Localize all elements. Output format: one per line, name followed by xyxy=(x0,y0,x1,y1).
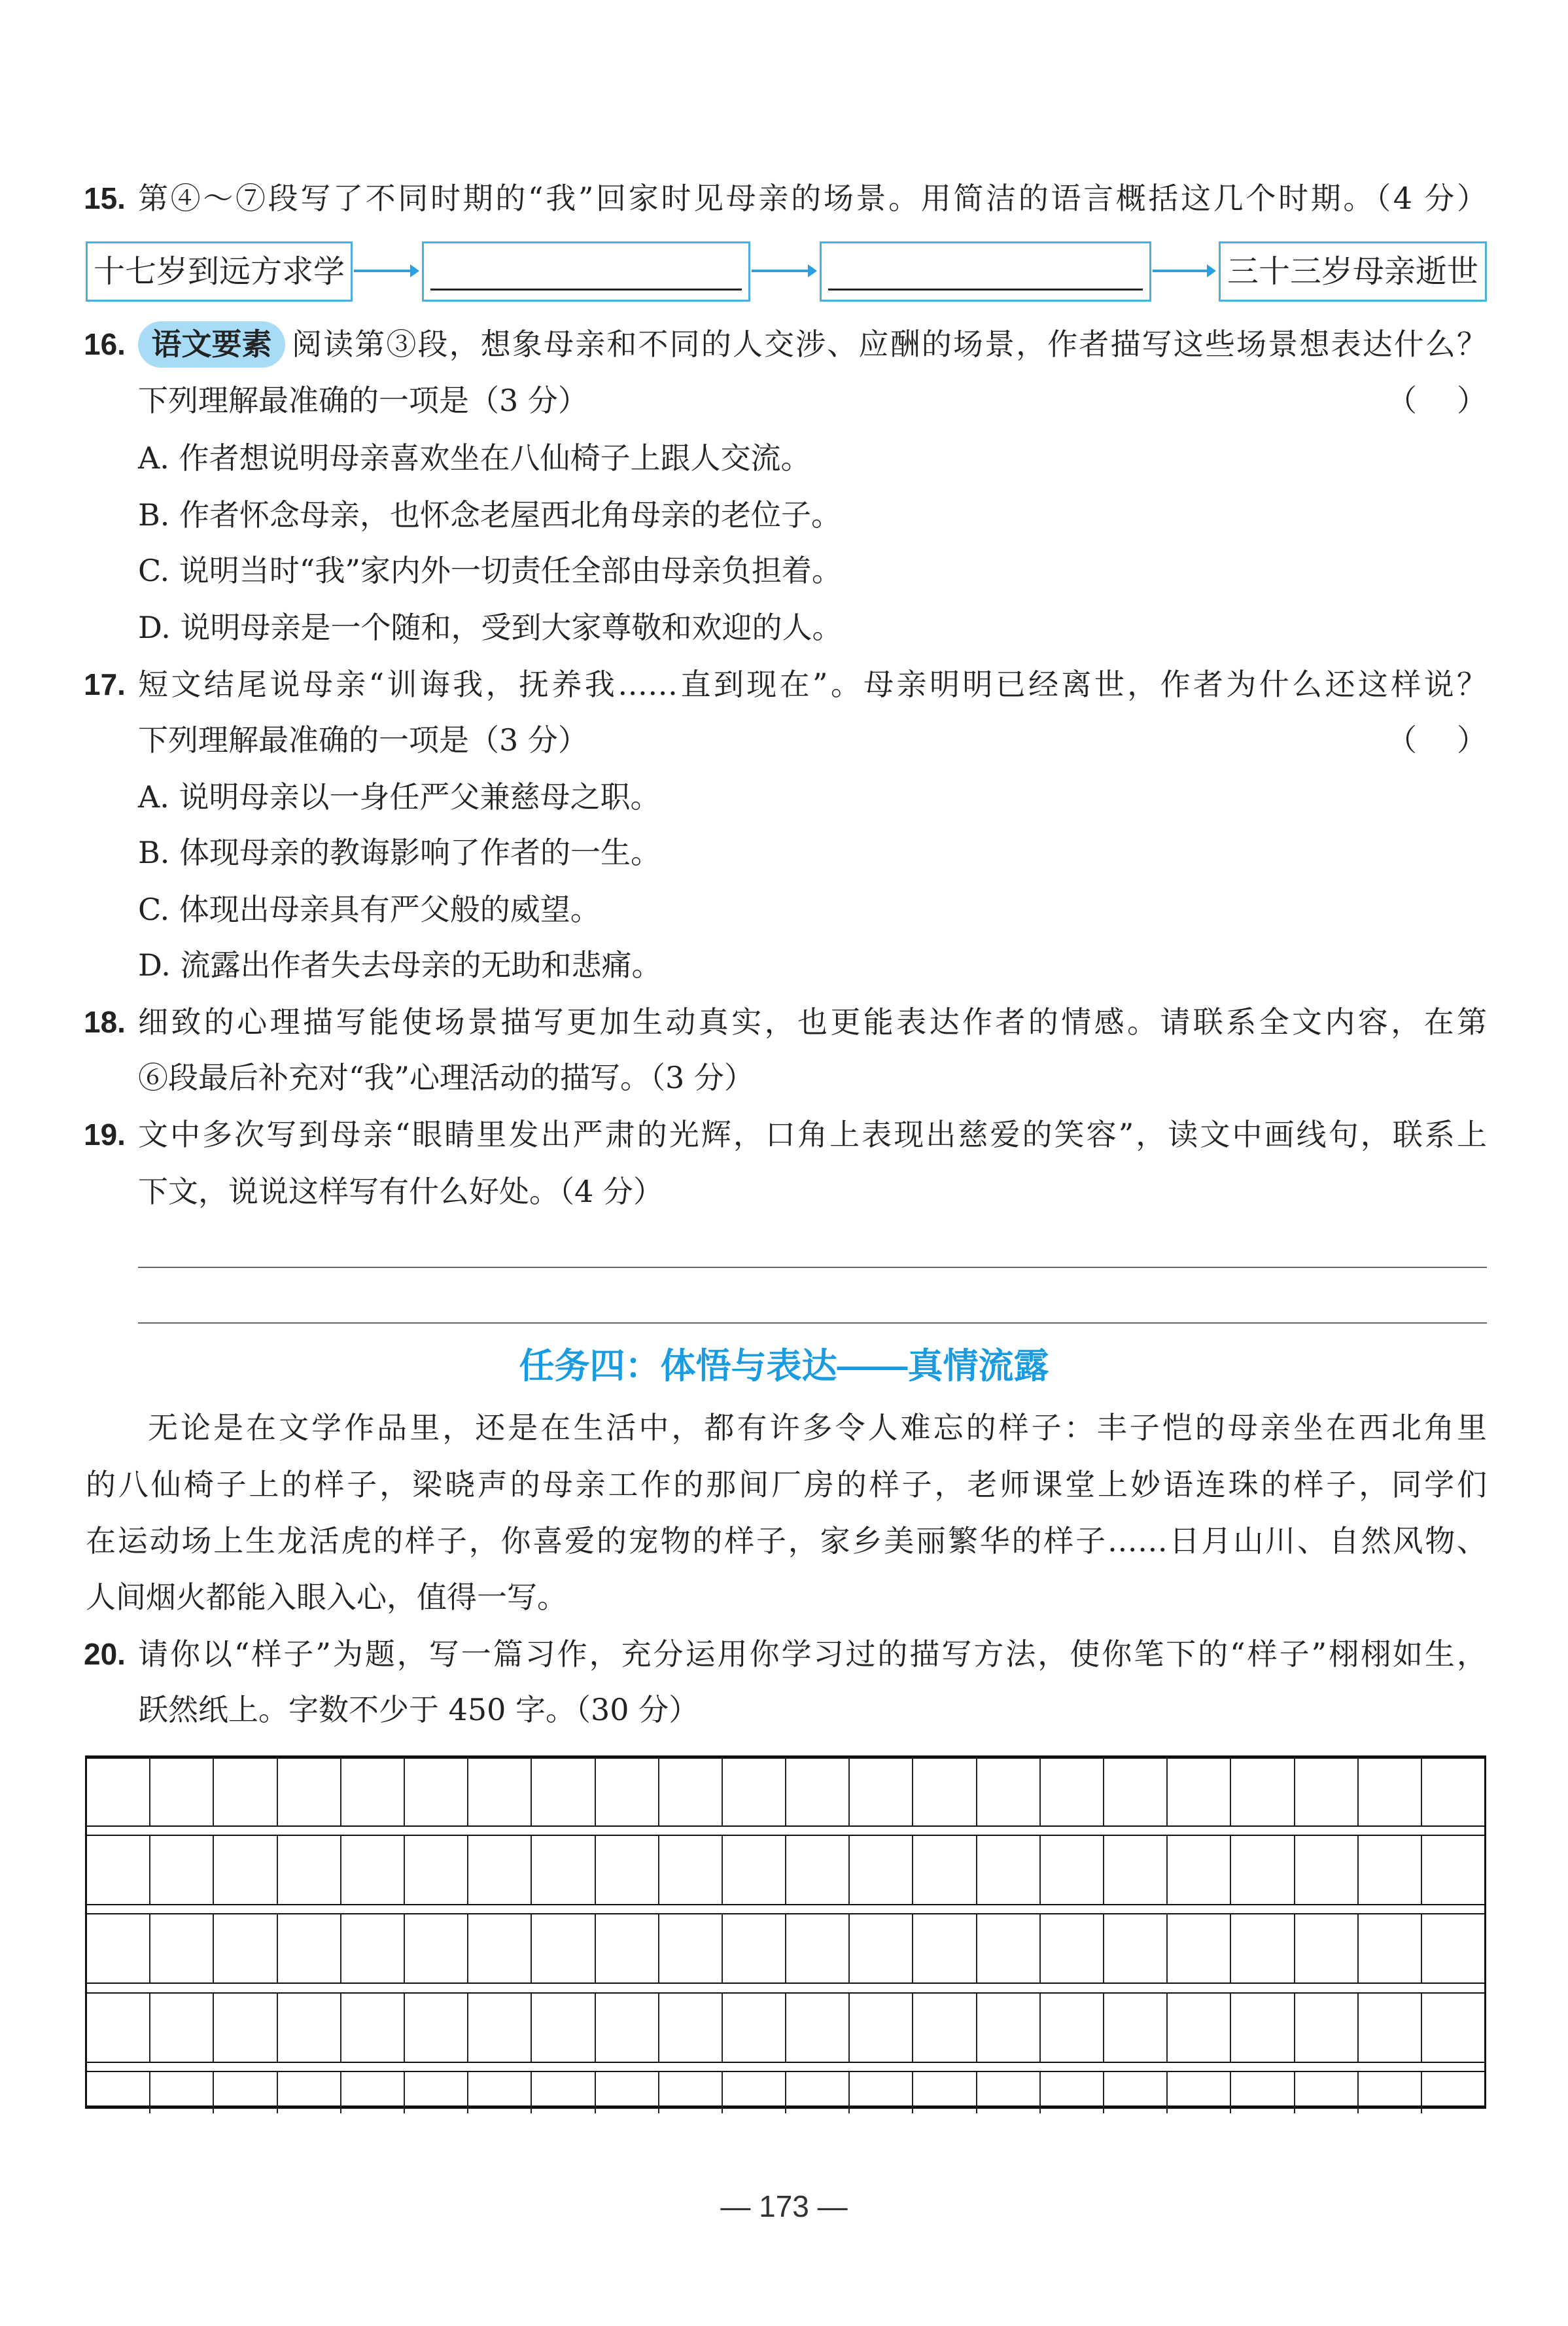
grid-cell[interactable] xyxy=(850,1757,913,1825)
grid-cell[interactable] xyxy=(150,1757,214,1825)
q17-option-d: D. 流露出作者失去母亲的无助和悲痛。 xyxy=(138,947,662,983)
grid-cell[interactable] xyxy=(1231,2072,1295,2113)
q18-prompt: 细致的心理描写能使场景描写更加生动真实，也更能表达作者的情感。请联系全文内容，在第 xyxy=(138,1004,1487,1040)
grid-cell[interactable] xyxy=(786,2072,850,2113)
grid-cell[interactable] xyxy=(723,1836,786,1904)
task-paragraph-line: 人间烟火都能入眼入心，值得一写。 xyxy=(86,1579,567,1615)
q17-option-c: C. 体现出母亲具有严父般的威望。 xyxy=(138,892,601,927)
q20-number: 20. xyxy=(84,1637,126,1671)
task-paragraph-line: 的八仙椅子上的样子，梁晓声的母亲工作的那间厂房的样子，老师课堂上妙语连珠的样子，同学们 xyxy=(86,1467,1487,1502)
grid-cell[interactable] xyxy=(1231,1914,1295,1982)
grid-cell[interactable] xyxy=(596,1836,659,1904)
grid-cell[interactable] xyxy=(341,1757,405,1825)
grid-cell[interactable] xyxy=(913,1757,977,1825)
q16-instruction: 下列理解最准确的一项是（3 分） xyxy=(138,383,588,418)
grid-cell[interactable] xyxy=(1041,1757,1104,1825)
grid-cell[interactable] xyxy=(723,1914,786,1982)
grid-cell[interactable] xyxy=(596,1757,659,1825)
q16-number: 16. xyxy=(84,327,126,361)
q16-option-a: A. 作者想说明母亲喜欢坐在八仙椅子上跟人交流。 xyxy=(138,440,811,476)
grid-cell[interactable] xyxy=(1231,1994,1295,2062)
q16-answer-paren[interactable] xyxy=(1387,381,1487,420)
grid-cell[interactable] xyxy=(1359,1994,1422,2062)
grid-cell[interactable] xyxy=(1104,1836,1168,1904)
paren-close: ） xyxy=(1457,722,1487,758)
grid-cell[interactable] xyxy=(214,1757,277,1825)
grid-cell[interactable] xyxy=(913,1914,977,1982)
q17-instruction: 下列理解最准确的一项是（3 分） xyxy=(138,722,588,758)
grid-cell[interactable] xyxy=(468,1994,532,2062)
grid-cell[interactable] xyxy=(214,1994,277,2062)
answer-line[interactable] xyxy=(138,1267,1487,1268)
q19-prompt: 文中多次写到母亲“眼睛里发出严肃的光辉，口角上表现出慈爱的笑容”，读文中画线句，联系上 xyxy=(138,1117,1487,1152)
grid-cell[interactable] xyxy=(1104,1994,1168,2062)
q20-prompt-cont: 跃然纸上。字数不少于 450 字。（30 分） xyxy=(138,1692,699,1727)
grid-row xyxy=(87,1757,1484,1827)
q17-option-a: A. 说明母亲以一身任严父兼慈母之职。 xyxy=(138,779,661,815)
grid-cell[interactable] xyxy=(278,1994,341,2062)
grid-cell[interactable] xyxy=(1231,1836,1295,1904)
grid-cell[interactable] xyxy=(278,1914,341,1982)
grid-cell[interactable] xyxy=(214,1914,277,1982)
q17-prompt: 短文结尾说母亲“训诲我，抚养我……直到现在”。母亲明明已经离世，作者为什么还这样说？ xyxy=(138,667,1487,702)
grid-cell[interactable] xyxy=(659,1994,723,2062)
paren-close: ） xyxy=(1457,383,1487,418)
grid-cell[interactable] xyxy=(1422,1757,1484,1825)
grid-cell[interactable] xyxy=(786,1914,850,1982)
q15-start-box: 十七岁到远方求学 xyxy=(86,241,353,302)
grid-cell[interactable] xyxy=(1295,1994,1359,2062)
q16-option-d: D. 说明母亲是一个随和，受到大家尊敬和欢迎的人。 xyxy=(138,610,843,645)
grid-cell[interactable] xyxy=(278,2072,341,2113)
grid-cell[interactable] xyxy=(977,1994,1041,2062)
grid-cell[interactable] xyxy=(405,2072,468,2113)
q16-option-b: B. 作者怀念母亲，也怀念老屋西北角母亲的老位子。 xyxy=(138,497,842,533)
grid-cell[interactable] xyxy=(596,1914,659,1982)
grid-cell[interactable] xyxy=(1422,1914,1484,1982)
grid-row xyxy=(87,1835,1484,1905)
grid-cell[interactable] xyxy=(87,1757,150,1825)
grid-cell[interactable] xyxy=(1104,1914,1168,1982)
grid-cell[interactable] xyxy=(1359,1757,1422,1825)
grid-cell[interactable] xyxy=(532,1914,595,1982)
grid-cell[interactable] xyxy=(1422,1994,1484,2062)
grid-cell[interactable] xyxy=(532,2072,595,2113)
q15-prompt: 第④～⑦段写了不同时期的“我”回家时见母亲的场景。用简洁的语言概括这几个时期。（4 分） xyxy=(138,181,1487,216)
grid-cell[interactable] xyxy=(405,1994,468,2062)
grid-cell[interactable] xyxy=(850,1914,913,1982)
grid-cell[interactable] xyxy=(278,1757,341,1825)
grid-cell[interactable] xyxy=(405,1914,468,1982)
grid-cell[interactable] xyxy=(468,1836,532,1904)
grid-cell[interactable] xyxy=(87,1836,150,1904)
grid-cell[interactable] xyxy=(723,1994,786,2062)
grid-cell[interactable] xyxy=(87,1994,150,2062)
grid-cell[interactable] xyxy=(1359,1836,1422,1904)
arrow-icon xyxy=(1153,270,1213,272)
grid-cell[interactable] xyxy=(532,1994,595,2062)
q17-option-b: B. 体现母亲的教诲影响了作者的一生。 xyxy=(138,835,661,870)
grid-cell[interactable] xyxy=(850,1836,913,1904)
grid-cell[interactable] xyxy=(1295,1757,1359,1825)
grid-cell[interactable] xyxy=(214,2072,277,2113)
grid-cell[interactable] xyxy=(913,2072,977,2113)
grid-cell[interactable] xyxy=(786,1836,850,1904)
grid-cell[interactable] xyxy=(468,2072,532,2113)
q16-prompt: 阅读第③段，想象母亲和不同的人交涉、应酬的场景，作者描写这些场景想表达什么？ xyxy=(292,326,1487,362)
q16-option-c: C. 说明当时“我”家内外一切责任全部由母亲负担着。 xyxy=(138,553,842,588)
grid-cell[interactable] xyxy=(405,1757,468,1825)
grid-cell[interactable] xyxy=(87,2072,150,2113)
grid-cell[interactable] xyxy=(1168,1994,1231,2062)
q17-answer-paren[interactable] xyxy=(1387,720,1487,760)
grid-cell[interactable] xyxy=(1359,2072,1422,2113)
q15-blank-box-2[interactable] xyxy=(820,241,1151,302)
q18-prompt-cont: ⑥段最后补充对“我”心理活动的描写。（3 分） xyxy=(138,1060,754,1095)
grid-cell[interactable] xyxy=(977,1757,1041,1825)
grid-cell[interactable] xyxy=(468,1757,532,1825)
q17-number: 17. xyxy=(84,667,126,701)
answer-line xyxy=(828,289,1143,291)
grid-cell[interactable] xyxy=(850,1994,913,2062)
grid-cell[interactable] xyxy=(977,1914,1041,1982)
grid-cell[interactable] xyxy=(1041,1994,1104,2062)
grid-cell[interactable] xyxy=(405,1836,468,1904)
grid-cell[interactable] xyxy=(977,2072,1041,2113)
grid-cell[interactable] xyxy=(659,1757,723,1825)
grid-cell[interactable] xyxy=(1359,1914,1422,1982)
grid-cell[interactable] xyxy=(532,1836,595,1904)
grid-row xyxy=(87,1992,1484,2063)
arrow-icon xyxy=(752,270,814,272)
grid-cell[interactable] xyxy=(1422,2072,1484,2113)
grid-cell[interactable] xyxy=(1104,1757,1168,1825)
grid-cell[interactable] xyxy=(150,2072,214,2113)
grid-cell[interactable] xyxy=(723,2072,786,2113)
grid-cell[interactable] xyxy=(913,1836,977,1904)
q15-end-box: 三十三岁母亲逝世 xyxy=(1219,241,1487,302)
grid-row xyxy=(87,2071,1484,2113)
grid-cell[interactable] xyxy=(977,1836,1041,1904)
grid-cell[interactable] xyxy=(1168,1757,1231,1825)
grid-cell[interactable] xyxy=(596,2072,659,2113)
q15-blank-box-1[interactable] xyxy=(422,241,750,302)
grid-cell[interactable] xyxy=(341,1836,405,1904)
grid-cell[interactable] xyxy=(1041,1836,1104,1904)
answer-line[interactable] xyxy=(138,1322,1487,1324)
grid-cell[interactable] xyxy=(1422,1836,1484,1904)
grid-cell[interactable] xyxy=(532,1757,595,1825)
arrow-icon xyxy=(354,270,417,272)
grid-cell[interactable] xyxy=(1041,2072,1104,2113)
grid-cell[interactable] xyxy=(278,1836,341,1904)
grid-cell[interactable] xyxy=(659,2072,723,2113)
grid-cell[interactable] xyxy=(786,1994,850,2062)
grid-cell[interactable] xyxy=(214,1836,277,1904)
grid-cell[interactable] xyxy=(1104,2072,1168,2113)
grid-cell[interactable] xyxy=(1295,2072,1359,2113)
task-paragraph-line: 无论是在文学作品里，还是在生活中，都有许多令人难忘的样子：丰子恺的母亲坐在西北角里 xyxy=(148,1410,1487,1445)
q19-number: 19. xyxy=(84,1118,126,1152)
grid-cell[interactable] xyxy=(150,1914,214,1982)
grid-cell[interactable] xyxy=(723,1757,786,1825)
q19-prompt-cont: 下文，说说这样写有什么好处。（4 分） xyxy=(138,1174,663,1209)
grid-cell[interactable] xyxy=(913,1994,977,2062)
section-title: 任务四：体悟与表达——真情流露 xyxy=(519,1347,1049,1386)
answer-line xyxy=(430,289,742,291)
grid-cell[interactable] xyxy=(1231,1757,1295,1825)
grid-cell[interactable] xyxy=(341,1914,405,1982)
grid-cell[interactable] xyxy=(659,1836,723,1904)
grid-cell[interactable] xyxy=(150,1836,214,1904)
paren-open: （ xyxy=(1387,383,1417,418)
q15-number: 15. xyxy=(84,181,126,215)
grid-cell[interactable] xyxy=(850,2072,913,2113)
grid-cell[interactable] xyxy=(1295,1836,1359,1904)
q18-number: 18. xyxy=(84,1005,126,1039)
task-paragraph-line: 在运动场上生龙活虎的样子，你喜爱的宠物的样子，家乡美丽繁华的样子……日月山川、自然风物、 xyxy=(86,1523,1487,1559)
grid-cell[interactable] xyxy=(87,1914,150,1982)
q20-prompt: 请你以“样子”为题，写一篇习作，充分运用你学习过的描写方法，使你笔下的“样子”栩栩如生， xyxy=(138,1636,1487,1672)
grid-cell[interactable] xyxy=(150,1994,214,2062)
page-number: — 173 — xyxy=(720,2189,848,2223)
grid-cell[interactable] xyxy=(341,1994,405,2062)
grid-cell[interactable] xyxy=(1168,1836,1231,1904)
grid-row xyxy=(87,1913,1484,1984)
grid-cell[interactable] xyxy=(1168,1914,1231,1982)
grid-cell[interactable] xyxy=(1041,1914,1104,1982)
grid-cell[interactable] xyxy=(596,1994,659,2062)
grid-cell[interactable] xyxy=(341,2072,405,2113)
writing-grid[interactable] xyxy=(85,1755,1486,2109)
grid-cell[interactable] xyxy=(1295,1914,1359,1982)
grid-cell[interactable] xyxy=(659,1914,723,1982)
q16-badge: 语文要素 xyxy=(138,321,285,368)
grid-cell[interactable] xyxy=(468,1914,532,1982)
grid-cell[interactable] xyxy=(1168,2072,1231,2113)
grid-cell[interactable] xyxy=(786,1757,850,1825)
paren-open: （ xyxy=(1387,722,1417,758)
